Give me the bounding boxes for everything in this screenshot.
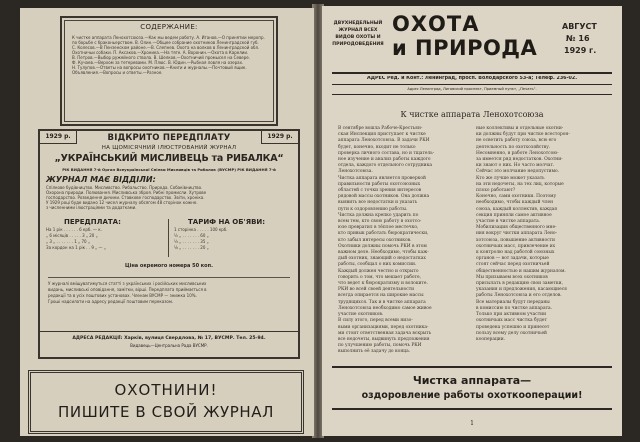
ad-note-line: Гроші надсилати на адресу редакції поштовим переказом. bbox=[48, 299, 174, 304]
cleanup-slogan-2: оздоровление работы охоткооперации! bbox=[361, 390, 583, 401]
col2-line: союза, каждый коллектив, каждая bbox=[476, 206, 558, 212]
subscription-row: „ 3 „ . . . . . . . 1 „ 70 „ bbox=[46, 239, 90, 244]
col1-line: областей с точки зрения интересов bbox=[338, 188, 422, 194]
address-rule bbox=[332, 84, 612, 85]
contents-line: Ф. Кучаев.—Верхом за тетеревами. М. Плюс. В. Юдин.—Рыбная ловля на озерах. bbox=[72, 60, 244, 65]
ad-divider bbox=[168, 219, 169, 257]
article-column-1 bbox=[338, 126, 468, 356]
address-rule-2 bbox=[332, 94, 612, 95]
col2-line: на эти недочеты, на тех лиц, которые bbox=[476, 181, 564, 187]
ad-year-right: 1929 р. bbox=[261, 131, 298, 144]
ad-section-line: У 1929 році буде видано 12 чисел журналу обсягом 48 сторінок кожне. bbox=[46, 200, 198, 205]
contents-list bbox=[72, 35, 268, 75]
article-column-2 bbox=[476, 126, 608, 343]
ad-subscription-block bbox=[46, 217, 164, 251]
col2-line: указания и предложения, касающиеся bbox=[476, 287, 567, 293]
col2-line: охотничьих масс, привлечение их bbox=[476, 243, 556, 249]
col1-line: участие охотников. bbox=[338, 312, 384, 318]
col2-line: общественностью и нашим журналом. bbox=[476, 268, 566, 274]
col2-line: к контролю над работой союзных bbox=[476, 250, 555, 256]
col2-line: Мобилизация общественного мне- bbox=[476, 225, 557, 231]
ad-note-line: видань, мисливські оповідання, замітки, вірші. Передплата приймається в bbox=[48, 287, 207, 292]
col1-line: проверка личного состава, но и тщатель- bbox=[338, 150, 435, 156]
col1-line: Чистка должна крепко ударить по bbox=[338, 212, 419, 218]
col2-line: хотсоюза, повышение активности bbox=[476, 237, 555, 243]
col2-line: работы Ленохотсоюза и его отделов. bbox=[476, 293, 562, 299]
col1-line: правильности работы охотсоюзных bbox=[338, 181, 421, 187]
col2-line: Мы призываем всех охотников bbox=[476, 274, 548, 280]
col1-line: всем тем, кто свою работу в охотсо- bbox=[338, 219, 422, 225]
masthead-issue: № 16 bbox=[566, 34, 590, 43]
col1-line: аппарата Ленохотсоюза. В задачи РКИ bbox=[338, 138, 430, 144]
ad-section-line: господарство. Розведення дичини. Ставкове господарство. Звіти, хроніка. bbox=[46, 195, 205, 200]
contents-line: С. Колесов.—В Пензенском районе.—В. Слепнев. Охота на волков в Ленинградской обл. bbox=[72, 45, 260, 50]
contents-line: Объявления.—Вопросы и ответы.—Разное. bbox=[72, 70, 163, 75]
col2-line: ния вокруг чистки аппарата Лено- bbox=[476, 231, 558, 237]
right-page bbox=[322, 6, 622, 436]
col2-line: деятельность по охотхозяйству. bbox=[476, 144, 551, 150]
subscription-row: „ 6 місяців . . . . . 3 „ 20 „ bbox=[46, 233, 98, 238]
write-slogan-1: ОХОТНИНИ! bbox=[114, 381, 218, 399]
col1-line: Каждый должен честно и открыто bbox=[338, 268, 419, 274]
col1-line: РКИ во всей своей деятельности bbox=[338, 287, 415, 293]
col2-line: Конечно, сами охотники. Поэтому bbox=[476, 194, 557, 200]
col2-line: стоят сейчас перед охотничьей bbox=[476, 262, 550, 268]
col2-line: органов — вот задачи, которые bbox=[476, 256, 549, 262]
col1-line: работы, сообщал о них комиссии. bbox=[338, 262, 417, 268]
ad-year-line: РІК ВИДАННЯ 7-й Орган Всеукраїнської Спілки Мисливців та Рибалок (ВУСМР) РІК ВИДАННЯ 7-й bbox=[62, 167, 276, 172]
col2-line: охотничьих масс чистка будет bbox=[476, 318, 547, 324]
contents-line: Охотничьи собаки. П. Аксаков.—Хроника.—На тяге. А. Воронин.—Охота в Карелии. bbox=[72, 50, 249, 55]
col1-line: трудящихся. Так и в чистке аппарата bbox=[338, 299, 426, 305]
col1-line: говорить о том, что мешает работе, bbox=[338, 274, 421, 280]
subscription-ad-box bbox=[38, 129, 300, 359]
ad-section-line: Спілкове будівництво. Мисливство. Рибальство. Природа. Собаківництво. bbox=[46, 185, 203, 190]
ad-subtitle: НА ЩОМІСЯЧНИЙ ІЛЮСТРОВАНИЙ ЖУРНАЛ bbox=[101, 145, 237, 151]
col1-line: юзе превратил в тёплое местечко, bbox=[338, 225, 419, 231]
col2-line: Кто же лучше может указать bbox=[476, 175, 545, 181]
col1-line: ное изучение и анализ работы каждого bbox=[338, 157, 431, 163]
cleanup-slogan-1: Чистка аппарата— bbox=[412, 374, 532, 387]
col2-line: не осветить работу союза, всю его bbox=[476, 138, 557, 144]
col1-line: кто забыл интересы охотников. bbox=[338, 237, 412, 243]
col1-line: Ленохотсоюза необходимо самое живое bbox=[338, 305, 432, 311]
ads-row: ½ „ . . . . . . . 60 „ bbox=[174, 233, 209, 238]
col1-line: по улучшению работы, помочь РКИ bbox=[338, 343, 422, 349]
col2-line: Несомненно, в работе Ленохотсою- bbox=[476, 150, 559, 156]
col2-line: ные коллективы и отдельные охотни- bbox=[476, 126, 564, 131]
col1-line: Чистка аппарата является проверкой bbox=[338, 175, 426, 181]
ad-sections-title: ЖУРНАЛ МАЄ ВІДДІЛИ: bbox=[46, 175, 156, 184]
write-slogan-2: ПИШИТЕ В СВОЙ ЖУРНАЛ bbox=[58, 403, 274, 421]
ad-section-line: Охорона природи. Полювання. Мисливська зброя. Рибні промисли. Хутрове bbox=[46, 190, 207, 195]
ad-note-line: У журналі вміщуватимуться статті з українських і російських мисливських bbox=[48, 281, 207, 286]
contents-box bbox=[60, 16, 278, 126]
contents-title: СОДЕРЖАНИЕ: bbox=[140, 23, 198, 31]
col1-line: выявить все недостатки и указать bbox=[338, 200, 418, 206]
col2-line: пользу всему делу охотничьей bbox=[476, 330, 547, 336]
ad-sections bbox=[46, 175, 292, 210]
ad-publisher: Видавець—Центральна Рада ВУСМР. bbox=[130, 343, 208, 348]
col2-line: проведена успешно и принесет bbox=[476, 324, 550, 330]
left-page bbox=[20, 8, 314, 436]
subscription-title: ПЕРЕДПЛАТА: bbox=[64, 218, 121, 226]
col1-line: все недочеты, выдвинуть предложения bbox=[338, 336, 430, 342]
ad-address: АДРЕСА РЕДАКЦІЇ: Харків, вулиця Свердлова, № 17, ВУСМР. Тел. 25-94. bbox=[40, 331, 298, 341]
col2-line: плохо работают? bbox=[476, 188, 516, 194]
col2-line: кооперации. bbox=[476, 336, 506, 342]
ad-notes bbox=[48, 277, 290, 305]
col2-line: участие в чистке аппарата. bbox=[476, 219, 541, 225]
col2-line: в комиссию по чистке аппарата. bbox=[476, 305, 553, 311]
masthead-title-2: и ПРИРОДА bbox=[392, 36, 538, 60]
col1-line: пути к оздоровлению работы. bbox=[338, 206, 408, 212]
ads-row: ⅛ „ . . . . . . . 20 „ bbox=[174, 245, 209, 250]
ads-title: ТАРИФ НА ОБ'ЯВИ: bbox=[188, 218, 266, 226]
ad-tariff-block bbox=[174, 217, 292, 251]
masthead bbox=[330, 12, 614, 70]
col1-line: дый охотник, знающий о недостатках bbox=[338, 256, 426, 262]
col1-line: ми стоит ответственная задача вскрыть bbox=[338, 330, 432, 336]
col2-line: Сейчас это молчание недопустимо. bbox=[476, 169, 560, 175]
col2-line: за имеется ряд недостатков. Охотни- bbox=[476, 157, 563, 163]
masthead-year: 1929 г. bbox=[564, 46, 597, 55]
ads-row: 1 сторінка . . . . . 100 крб. bbox=[174, 227, 228, 232]
editorial-address: АДРЕС Ред. и Конт.: Ленинград, просп. Володарского 53-а; Телеф. 236-02. bbox=[366, 76, 578, 81]
ad-note-line: редакції та в усіх поштових установах. Членам ВУСМР — знижка 10%. bbox=[48, 293, 197, 298]
col1-line: будет, конечно, входит не только bbox=[338, 144, 416, 150]
col1-line: всегда опирается на широкие массы bbox=[338, 293, 424, 299]
col1-line: кто привык работать бюрократически, bbox=[338, 231, 429, 237]
col2-line: Все материалы будут переданы bbox=[476, 299, 550, 305]
col1-line: отдела, каждого отдельного сотрудника bbox=[338, 163, 432, 169]
ad-journal-name: „УКРАЇНСЬКИЙ МИСЛИВЕЦЬ та РИБАЛКА“ bbox=[54, 153, 284, 164]
subscription-row: За кордон на 1 рік . . 9 „ — „ bbox=[46, 245, 106, 250]
col2-line: необходимо, чтобы каждый член bbox=[476, 200, 554, 206]
ads-row: ¼ „ . . . . . . . 35 „ bbox=[174, 239, 209, 244]
ad-section-line: з численними ілюстраціями та додатками. bbox=[46, 205, 137, 210]
col1-line: выполнить её задачу до конца. bbox=[338, 349, 411, 355]
col1-line: Ленохотсоюза. bbox=[338, 169, 373, 175]
col2-line: присылать в редакцию свои заметки, bbox=[476, 281, 563, 287]
masthead-tagline: ДВУХНЕДЕЛЬНЫЙ ЖУРНАЛ ВСЕХ ВИДОВ ОХОТЫ И ПРИРОДОВЕДЕНИЯ bbox=[332, 21, 384, 47]
slogan-rule-bottom bbox=[332, 408, 612, 410]
col2-line: ки знают о них. Но часто молчат. bbox=[476, 163, 555, 169]
subscription-row: На 1 рік . . . . . . 6 крб. — к. bbox=[46, 227, 102, 232]
col1-line: что ведет к бюрократизму и волоките. bbox=[338, 281, 428, 287]
col1-line: В силу этого, перед всеми низо- bbox=[338, 318, 413, 324]
ad-year-left: 1929 р. bbox=[40, 131, 77, 144]
contents-line: К чистке аппарата Ленохотсоюза.—Как мы ведем работу. А. Иганов.—О принятии меропр. bbox=[72, 35, 265, 40]
editorial-address-sub: Адрес Ленинград, Лиговский проспект, Приемный пункт, „Печать“. bbox=[407, 87, 537, 91]
col1-line: рядовой массы охотников. Она должна bbox=[338, 194, 430, 200]
article-title: К чистке аппарата Ленохотсоюза bbox=[400, 110, 544, 119]
masthead-title-1: ОХОТА bbox=[392, 12, 480, 36]
col1-line: В сентябре вошла Рабоче-Крестьян- bbox=[338, 126, 423, 131]
page-number: 1 bbox=[470, 420, 474, 427]
slogan-rule-top bbox=[332, 366, 612, 368]
col1-line: важном деле. Необходимо, чтобы каж- bbox=[338, 250, 429, 256]
write-to-journal-box bbox=[28, 370, 304, 434]
ad-price: Ціна окремого номера 50 коп. bbox=[125, 263, 213, 269]
col1-line: выми организациями, перед охотника- bbox=[338, 324, 429, 330]
masthead-month: АВГУСТ bbox=[562, 22, 597, 31]
contents-line: по борьбе с браконьерством. В. Олин.—Общее собрание охотников Ленинградской губ. bbox=[72, 40, 259, 45]
col2-line: Только при активном участии bbox=[476, 312, 547, 318]
ad-title: ВІДКРИТО ПЕРЕДПЛАТУ bbox=[107, 133, 231, 143]
col2-line: ки должны будут при чистке всесторон- bbox=[476, 132, 570, 138]
contents-line: В. Петров.—Выбор ружейного ствола. В. Шелков.—Охотничий промысел на Севере. bbox=[72, 55, 251, 60]
col2-line: секция приняли самое активное bbox=[476, 212, 552, 218]
col1-line: ская Инспекция приступает к чистке bbox=[338, 132, 426, 138]
contents-line: Н. Тулупов.—Ответы на вопросы охотников.—Книги и журналы.—Почтовый ящик. bbox=[72, 65, 247, 70]
masthead-rule bbox=[332, 72, 612, 74]
col1-line: Охотники должны помочь РКИ в этом bbox=[338, 243, 427, 249]
